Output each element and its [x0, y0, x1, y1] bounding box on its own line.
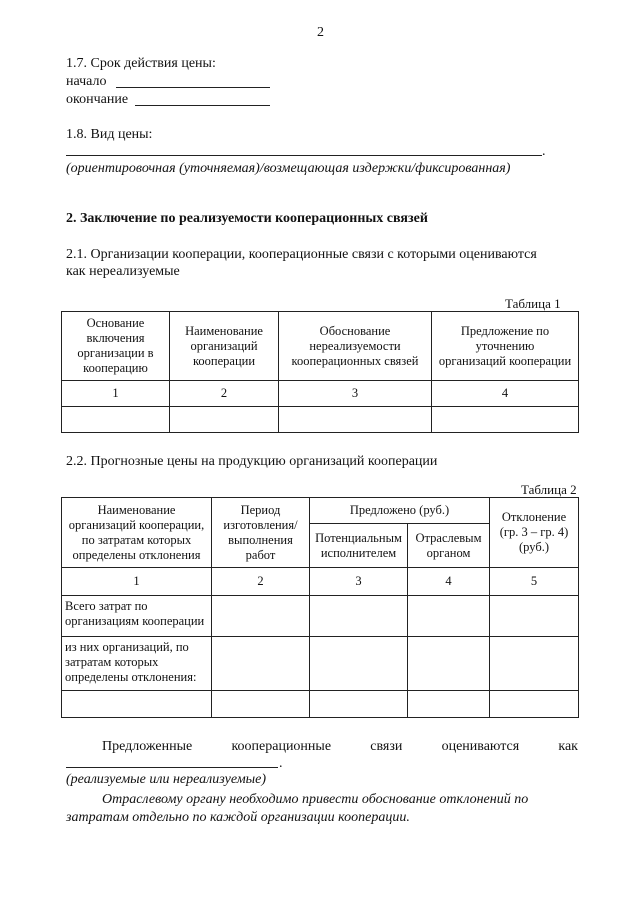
- assessment-hint: (реализуемые или нереализуемые): [66, 772, 267, 787]
- assessment-dot: .: [279, 756, 283, 771]
- t1-col-number: 4: [432, 381, 579, 407]
- t2-header-industry-body: Отраслевым органом: [408, 524, 490, 568]
- table-2-caption: Таблица 2: [521, 482, 577, 497]
- t2-cell[interactable]: [408, 596, 490, 637]
- conclusion-word: как: [558, 739, 578, 754]
- conclusion-word: оцениваются: [441, 739, 520, 754]
- t1-header-proposal: Предложение по уточнению организаций кооперации: [432, 312, 579, 381]
- start-label: начало: [66, 74, 107, 89]
- t2-cell[interactable]: [310, 596, 408, 637]
- t2-header-org-name: Наименование организаций кооперации, по затратам которых определены отклонения: [62, 498, 212, 568]
- t1-col-number: 2: [170, 381, 279, 407]
- t1-cell[interactable]: [62, 407, 170, 433]
- paragraph-2-1-line1: 2.1. Организации кооперации, кооперационные связи с которыми оцениваются: [66, 247, 537, 262]
- t1-cell[interactable]: [432, 407, 579, 433]
- t2-cell[interactable]: [490, 691, 579, 718]
- t2-cell[interactable]: [490, 637, 579, 691]
- table-1-caption: Таблица 1: [505, 296, 561, 311]
- t2-header-deviation: Отклонение (гр. 3 – гр. 4) (руб.): [490, 498, 579, 568]
- t1-header-basis: Основание включения организации в кооперацию: [62, 312, 170, 381]
- t2-cell[interactable]: [62, 691, 212, 718]
- t1-col-number: 1: [62, 381, 170, 407]
- price-type-dot: .: [542, 144, 546, 159]
- section-1-7-heading: 1.7. Срок действия цены:: [66, 56, 216, 71]
- t2-header-period: Период изготовления/ выполнения работ: [212, 498, 310, 568]
- price-type-field-line[interactable]: [66, 155, 542, 156]
- t1-header-justification: Обоснование нереализуемости кооперационных связей: [279, 312, 432, 381]
- t2-cell[interactable]: [408, 637, 490, 691]
- t2-cell[interactable]: [408, 691, 490, 718]
- table-1: [61, 311, 579, 433]
- t2-col-number: 3: [310, 568, 408, 596]
- note-line2: затратам отдельно по каждой организации кооперации.: [66, 810, 410, 825]
- assessment-field-line[interactable]: [66, 767, 278, 768]
- paragraph-2-1-line2: как нереализуемые: [66, 264, 180, 279]
- t2-col-number: 2: [212, 568, 310, 596]
- conclusion-line: [102, 738, 578, 755]
- t2-cell[interactable]: [212, 596, 310, 637]
- t2-header-proposed: Предложено (руб.): [310, 498, 490, 524]
- t2-row-total-label: Всего затрат по организациям кооперации: [62, 596, 212, 637]
- t2-row-deviations-label: из них организаций, по затратам которых определены отклонения:: [62, 637, 212, 691]
- section-2-heading: 2. Заключение по реализуемости кооперационных связей: [66, 211, 428, 226]
- t2-col-number: 4: [408, 568, 490, 596]
- page-number: 2: [317, 25, 324, 40]
- table-2: [61, 497, 579, 718]
- conclusion-word: кооперационные: [231, 739, 332, 754]
- conclusion-word: связи: [370, 739, 403, 754]
- t2-col-number: 5: [490, 568, 579, 596]
- conclusion-word: Предложенные: [102, 739, 193, 754]
- t2-cell[interactable]: [490, 596, 579, 637]
- t1-col-number: 3: [279, 381, 432, 407]
- t1-header-org-name: Наименование организаций кооперации: [170, 312, 279, 381]
- paragraph-2-2: 2.2. Прогнозные цены на продукцию организаций кооперации: [66, 454, 438, 469]
- start-field-line[interactable]: [116, 87, 270, 88]
- t2-cell[interactable]: [310, 637, 408, 691]
- t1-cell[interactable]: [170, 407, 279, 433]
- t1-cell[interactable]: [279, 407, 432, 433]
- end-label: окончание: [66, 92, 129, 107]
- t2-cell[interactable]: [212, 691, 310, 718]
- t2-col-number: 1: [62, 568, 212, 596]
- section-1-8-heading: 1.8. Вид цены:: [66, 127, 153, 142]
- note-line1: Отраслевому органу необходимо привести обоснование отклонений по: [102, 792, 529, 807]
- t2-header-executor: Потенциальным исполнителем: [310, 524, 408, 568]
- end-field-line[interactable]: [135, 105, 270, 106]
- t2-cell[interactable]: [212, 637, 310, 691]
- price-type-hint: (ориентировочная (уточняемая)/возмещающая издержки/фиксированная): [66, 161, 511, 176]
- t2-cell[interactable]: [310, 691, 408, 718]
